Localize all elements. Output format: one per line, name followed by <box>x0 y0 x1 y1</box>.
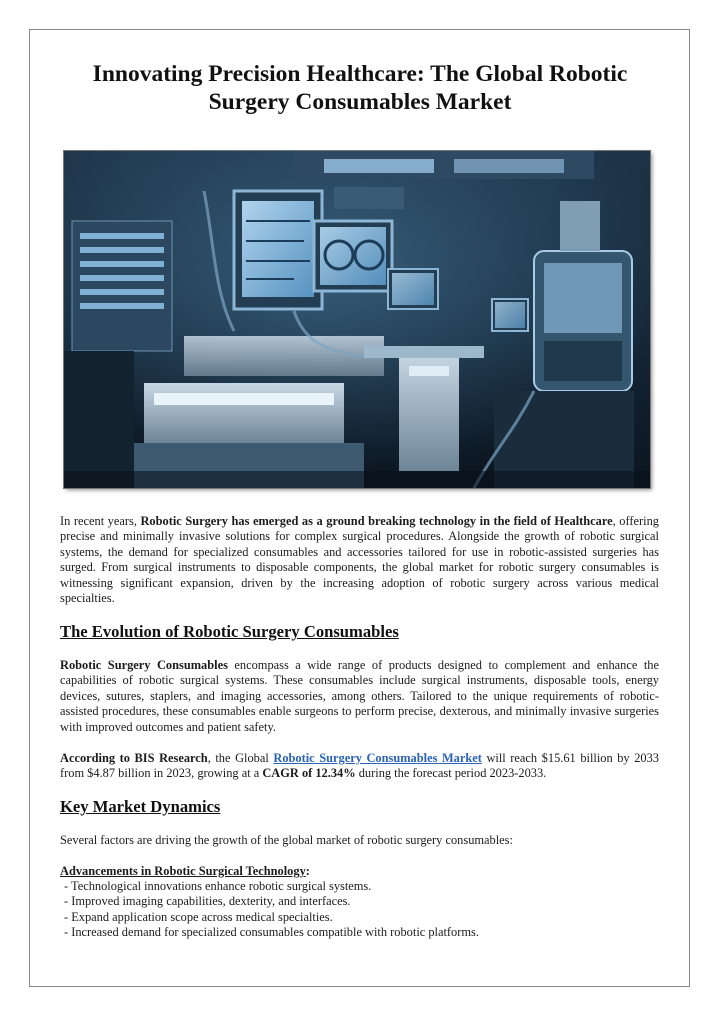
evolution-paragraph <box>60 658 659 735</box>
section-heading-dynamics: Key Market Dynamics <box>60 797 221 816</box>
intro-paragraph <box>60 514 659 606</box>
advancements-colon: : <box>305 864 310 878</box>
evolution-text: encompass a wide range of products designed to complement and enhance the capabilities of robotic surgical systems. These consumables include surgical instruments, disposable tools, energy devices, sutures, staplers, and imaging accessories, among others. Tailored to the unique requirements of robotic-assisted procedures, these consumables enable surgeons to perform precise, dexterous, and minimally invasive surgeries with improved outcomes and patient safety. <box>60 658 659 734</box>
section-heading-evolution: The Evolution of Robotic Surgery Consumables <box>60 622 399 641</box>
title-line-2: Surgery Consumables Market <box>208 89 512 115</box>
intro-text-2: , offering precise and minimally invasive solutions for complex surgical procedures. Alongside the growth of robotic surgical systems, the demand for specialized consumables and accessories tailored for use in robotic-assisted surgeries has surged. From surgical instruments to disposable components, the global market for robotic surgery consumables is witnessing significant expansion, driven by the increasing adoption of robotic surgery across various medical specialties. <box>60 514 659 606</box>
hero-image <box>64 151 650 488</box>
intro-bold: Robotic Surgery has emerged as a ground breaking technology in the field of Healthcare <box>140 514 613 528</box>
bis-research-bold: According to BIS Research <box>60 751 208 765</box>
market-text-3: during the forecast period 2023-2033. <box>355 766 547 781</box>
market-report-link[interactable]: Robotic Surgery Consumables Market <box>273 751 482 765</box>
list-item: - Expand application scope across medical specialties. <box>64 909 333 924</box>
page-title <box>40 60 680 116</box>
surgical-robot-room-photo-icon <box>64 151 650 488</box>
consumables-bold: Robotic Surgery Consumables <box>60 658 228 672</box>
cagr-bold: CAGR of 12.34% <box>262 766 356 781</box>
advancements-title: Advancements in Robotic Surgical Technology <box>60 864 306 878</box>
market-text-1: , the Global <box>207 751 274 765</box>
title-line-1: Innovating Precision Healthcare: The Global Robotic <box>92 61 628 87</box>
list-item: - Increased demand for specialized consumables compatible with robotic platforms. <box>64 925 479 940</box>
list-item: - Improved imaging capabilities, dexterity, and interfaces. <box>64 894 351 909</box>
intro-text-1: In recent years, <box>60 514 141 528</box>
dynamics-intro: Several factors are driving the growth of the global market of robotic surgery consumables: <box>60 833 513 847</box>
advancements-subheading <box>60 864 310 879</box>
list-item: - Technological innovations enhance robotic surgical systems. <box>64 879 372 893</box>
advancements-list <box>64 879 479 941</box>
market-text-2: will reach $15.61 billion by 2033 from $4.87 billion in 2023, growing at a <box>60 751 659 781</box>
market-size-paragraph <box>60 751 659 782</box>
